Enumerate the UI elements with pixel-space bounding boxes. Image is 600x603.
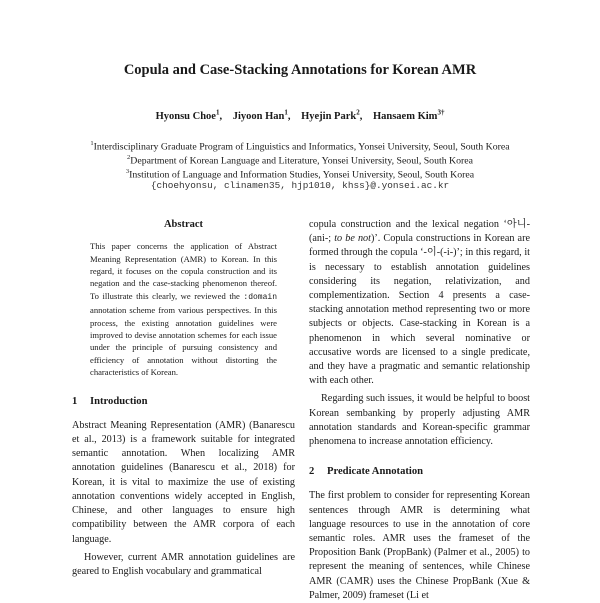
author-list (0, 108, 600, 122)
right-column (309, 218, 530, 603)
affiliation: $^3$Institution of Language and Information Studies, Yonsei University, Seoul, South Korea (125, 168, 475, 181)
affiliation: $^1$Interdisciplinary Graduate Program of Linguistics and Informatics, Yonsei University, Seoul, South Korea (90, 140, 510, 153)
section-heading: 2 Predicate Annotation (309, 466, 424, 478)
section-heading: 1 Introduction (72, 395, 148, 407)
paragraph: However, current AMR annotation guidelines are geared to English vocabulary and grammatical (72, 551, 295, 577)
abstract-heading: Abstract (163, 219, 204, 230)
author: Hansaem Kim$^{3\dagger}$ (372, 108, 445, 122)
abstract-text: This paper concerns the application of Abstract Meaning Representation (AMR) to Korean. In this regard, it focuses on the copula construction and its negation and the case-stacking phenomenon thereof. To illustrate this clearly, we reviewed the :domain annotation scheme from various perspectives. In this process, the existing annotation guidelines were improved to devise annotation schemes for each issue under the principle of pursuing consistency and efficiency of annotation without distorting the characteristics of Korean. (90, 241, 277, 378)
paragraph: copula construction and the lexical negation ‘아니-(ani-; to be not)’. Copula constructions in Korean are formed through the copula ‘-이-(-i-)’; in this regard, it is necessary to establish annotation guidelines considering its negation, relativization, and complementization. Section 4 presents a case-stacking annotation method representing two or more subjects or objects. Case-stacking in Korean is a phenomenon in which several nominative or accusative words are licensed to a single predicate, and they have a pragmatic and semantic relationship with each other. (309, 219, 530, 387)
author-emails: {choehyonsu, clinamen35, hjp1010, khss}@.yonsei.ac.kr (150, 180, 450, 191)
author: Jiyoon Han$^1$, (232, 108, 291, 122)
author: Hyejin Park$^2$, (301, 108, 363, 122)
author: Hyonsu Choe$^1$, (155, 108, 223, 122)
paper-title: Copula and Case-Stacking Annotations for Korean AMR (123, 62, 477, 78)
paragraph: The first problem to consider for representing Korean sentences through AMR is determining what language resources to use in the annotation of core semantic roles. AMR uses the frameset of the Proposition Bank (PropBank) (Palmer et al., 2005) to represent the meaning of sentences, while Chinese AMR (CAMR) uses the Chinese PropBank (Xue & Palmer, 2009) frameset (Li et (309, 490, 530, 601)
paragraph: Regarding such issues, it would be helpful to boost Korean sembanking by properly adjusting AMR annotation standards and Korean-specific grammar phenomena to increase annotation efficiency. (309, 393, 530, 448)
left-column (72, 218, 295, 579)
affiliation: $^2$Department of Korean Language and Literature, Yonsei University, Seoul, South Korea (127, 154, 473, 167)
paragraph: Abstract Meaning Representation (AMR) (Banarescu et al., 2013) is a framework suitable for integrated semantic annotation. When localizing AMR annotation guidelines (Banarescu et al., 2018) for Korean, it is vital to maximize the use of existing annotation conventions widely accepted in English, Chinese, and other languages to ensure high compatibility between the AMR corpora of each language. (72, 419, 295, 545)
